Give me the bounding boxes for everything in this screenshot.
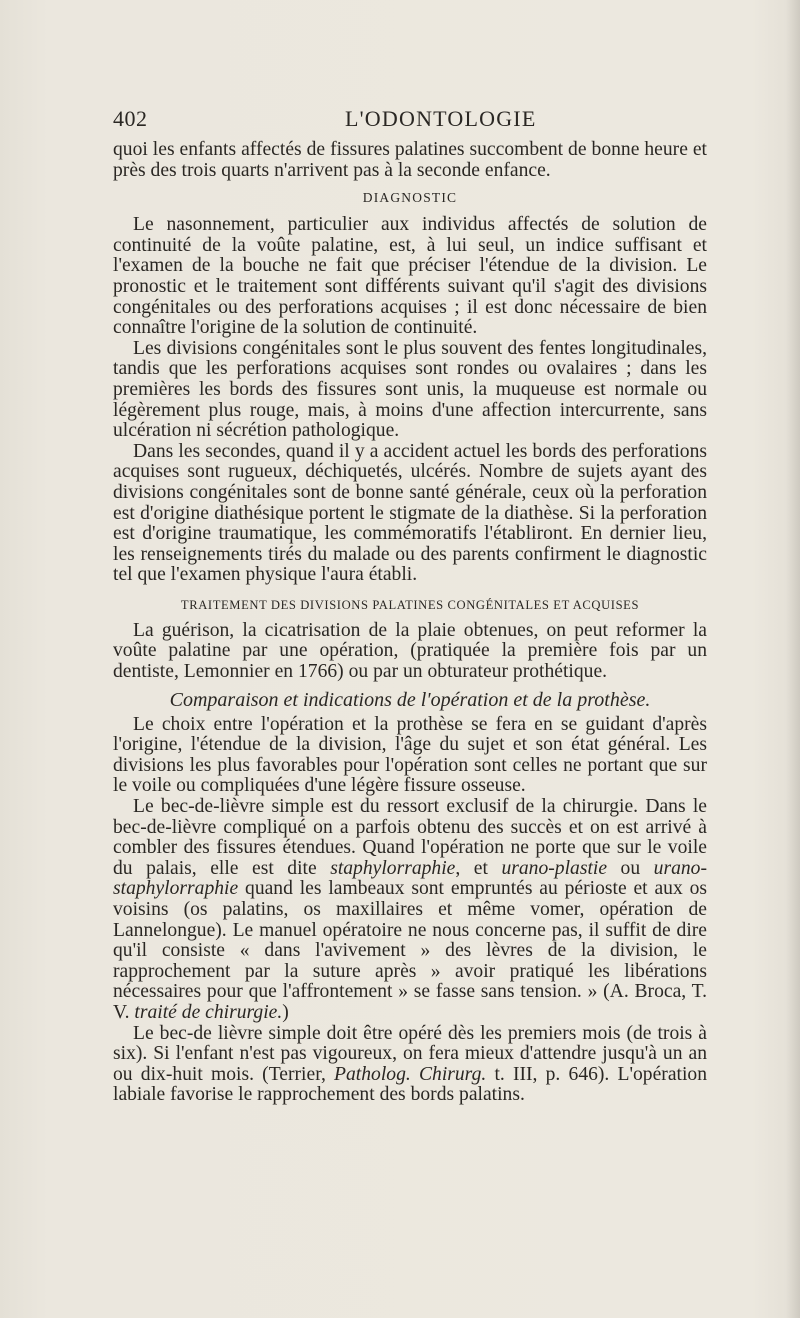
text-run: Le bec-de-lièvre simple est du ressort exclusif de la chirurgie. Dans le bec-de-lièvre compliqué on a parfois obtenu des succès et on est arrivé à combler des fissures étendues. Quand l'opération ne porte que sur le voile du palais, elle est dite [113, 796, 707, 879]
paragraph [113, 1024, 707, 1106]
italic-citation: Patholog. Chirurg. [334, 1063, 487, 1085]
paragraph: La guérison, la cicatrisation de la plaie obtenues, on peut reformer la voûte palatine par une opération, (pratiquée la première fois par un dentiste, Lemonnier en 1766) ou par un obturateur prothétique. [113, 619, 707, 683]
italic-citation: traité de chirurgie. [134, 1001, 283, 1023]
text-run: quand les lambeaux sont empruntés au périoste et aux os voisins (os palatins, os maxillaires et même vomer, opération de Lannelongue). Le manuel opératoire ne nous concerne pas, il suffit de dire qu'il consiste « dans l'avivement » des lèvres de la division, le rapprochement par la suture après » avoir pratiqué les libérations nécessaires pour que l'affrontement » se fasse sans tension. » (A. Broca, T. V. [113, 878, 707, 1023]
journal-title: L'ODONTOLOGIE [345, 106, 537, 131]
text-run: , et [455, 857, 502, 879]
text-run: ou [607, 857, 654, 879]
text-run: t. III, p. 646). L'opération labiale favorise le rapprochement des bords palatins. [113, 1063, 708, 1106]
body-text [113, 140, 707, 1106]
italic-term: staphylorraphie [330, 857, 456, 879]
paragraph: Le nasonnement, particulier aux individus affectés de solution de continuité de la voûte palatine, est, à lui seul, un indice suffisant et l'examen de la bouche ne fait que préciser l'étendue de la division. Le pronostic et le traitement sont différents suivant qu'il s'agit des divisions congénitales ou des perforations acquises ; il est donc nécessaire de bien connaître l'origine de la solution de continuité. [113, 214, 707, 339]
paragraph: Les divisions congénitales sont le plus souvent des fentes longitudinales, tandis que les perforations acquises sont rondes ou ovalaires ; dans les premières les bords des fissures sont unis, la muqueuse est normale ou légèrement plus rouge, mais, à moins d'une affection intercurrente, sans ulcération ni sécrétion pathologique. [113, 337, 707, 442]
italic-term: urano-staphylorraphie [113, 857, 707, 900]
running-head [113, 106, 713, 134]
paragraph-continuation: quoi les enfants affectés de fissures palatines succombent de bonne heure et près des trois quarts n'arrivent pas à la seconde enfance. [113, 139, 707, 181]
section-heading-treatment: TRAITEMENT DES DIVISIONS PALATINES CONGÉNITALES ET ACQUISES [180, 597, 640, 612]
paragraph: Le choix entre l'opération et la prothèse se fera en se guidant d'après l'origine, l'étendue de la division, l'âge du sujet et son état général. Les divisions les plus favorables pour l'opération sont celles ne portant que sur le voile ou compliquées d'une légère fissure osseuse. [113, 713, 707, 797]
italic-term: urano-plastie [501, 857, 608, 879]
section-heading-diagnostic: DIAGNOSTIC [362, 190, 458, 206]
paragraph: Dans les secondes, quand il y a accident actuel les bords des perforations acquises sont rugueux, déchiquetés, ulcérés. Nombre de sujets ayant des divisions congénitales sont de bonne santé générale, ceux où la perforation est d'origine diathésique portent le stigmate de la diathèse. Si la perforation est d'origine traumatique, les commémoratifs l'établiront. En dernier lieu, les renseignements tirés du malade ou des parents confirment le diagnostic tel que l'examen physique l'aura établi. [113, 440, 707, 586]
text-run: Le bec-de lièvre simple doit être opéré dès les premiers mois (de trois à six). Si l'enfant n'est pas vigoureux, on fera mieux d'attendre jusqu'à un an ou dix-huit mois. (Terrier, [113, 1022, 707, 1085]
subheading-comparison: Comparaison et indications de l'opération et de la prothèse. [169, 688, 651, 711]
scan-shadow-edge [786, 0, 800, 1318]
page-number: 402 [113, 106, 148, 131]
paragraph [113, 797, 707, 1024]
text-run: ) [282, 1001, 289, 1023]
